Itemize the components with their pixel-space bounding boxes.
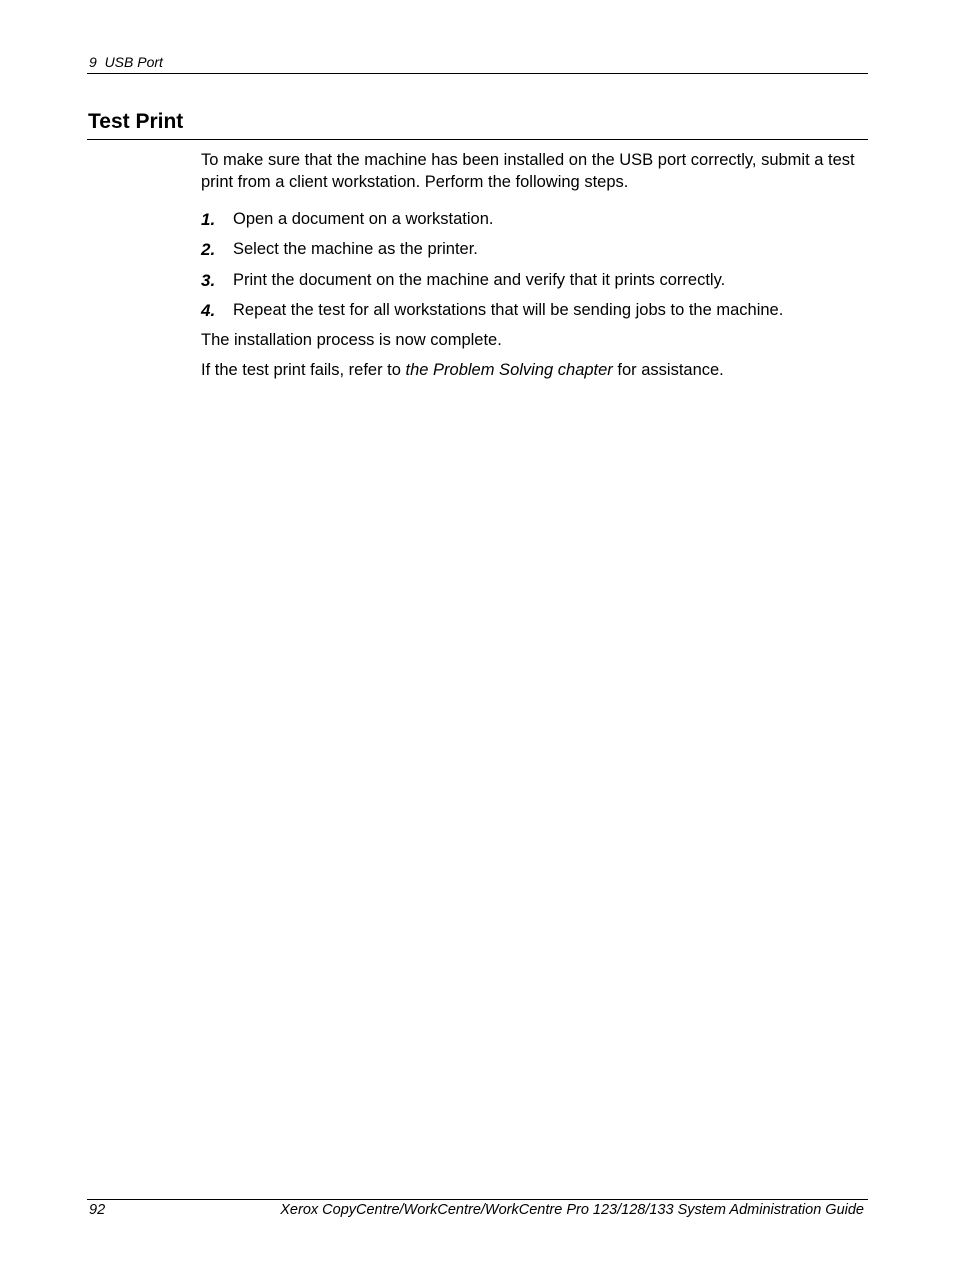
- step-text: Open a document on a workstation.: [233, 210, 494, 228]
- list-item: [201, 209, 871, 239]
- step-text: Print the document on the machine and verify that it prints correctly.: [233, 270, 726, 289]
- chapter-label: 9 USB Port: [89, 54, 163, 70]
- section-content: [201, 150, 871, 381]
- step-number: 4.: [201, 300, 216, 320]
- step-number: 3.: [201, 270, 216, 290]
- failure-suffix: for assistance.: [612, 360, 724, 379]
- completion-paragraph: The installation process is now complete.: [201, 331, 502, 350]
- failure-paragraph: [201, 360, 871, 382]
- guide-title: Xerox CopyCentre/WorkCentre/WorkCentre Pro 123/128/133 System Administration Guide: [280, 1202, 864, 1218]
- list-item: [201, 239, 871, 269]
- section-title: Test Print: [88, 110, 184, 133]
- steps-list: [201, 209, 871, 330]
- failure-prefix: If the test print fails, refer to: [201, 360, 406, 379]
- list-item: [201, 300, 871, 330]
- step-text: Select the machine as the printer.: [233, 240, 478, 259]
- page-header: [87, 52, 868, 74]
- step-text: Repeat the test for all workstations that will be sending jobs to the machine.: [233, 300, 784, 319]
- intro-paragraph: To make sure that the machine has been installed on the USB port correctly, submit a test print from a client workstation. Perform the following steps.: [201, 151, 855, 191]
- list-item: [201, 270, 871, 300]
- step-number: 2.: [201, 240, 216, 260]
- page-footer: [87, 1199, 868, 1223]
- section-heading: [87, 108, 868, 140]
- page-number: 92: [89, 1202, 106, 1218]
- problem-solving-reference: the Problem Solving chapter: [405, 360, 613, 379]
- step-number: 1.: [201, 210, 216, 229]
